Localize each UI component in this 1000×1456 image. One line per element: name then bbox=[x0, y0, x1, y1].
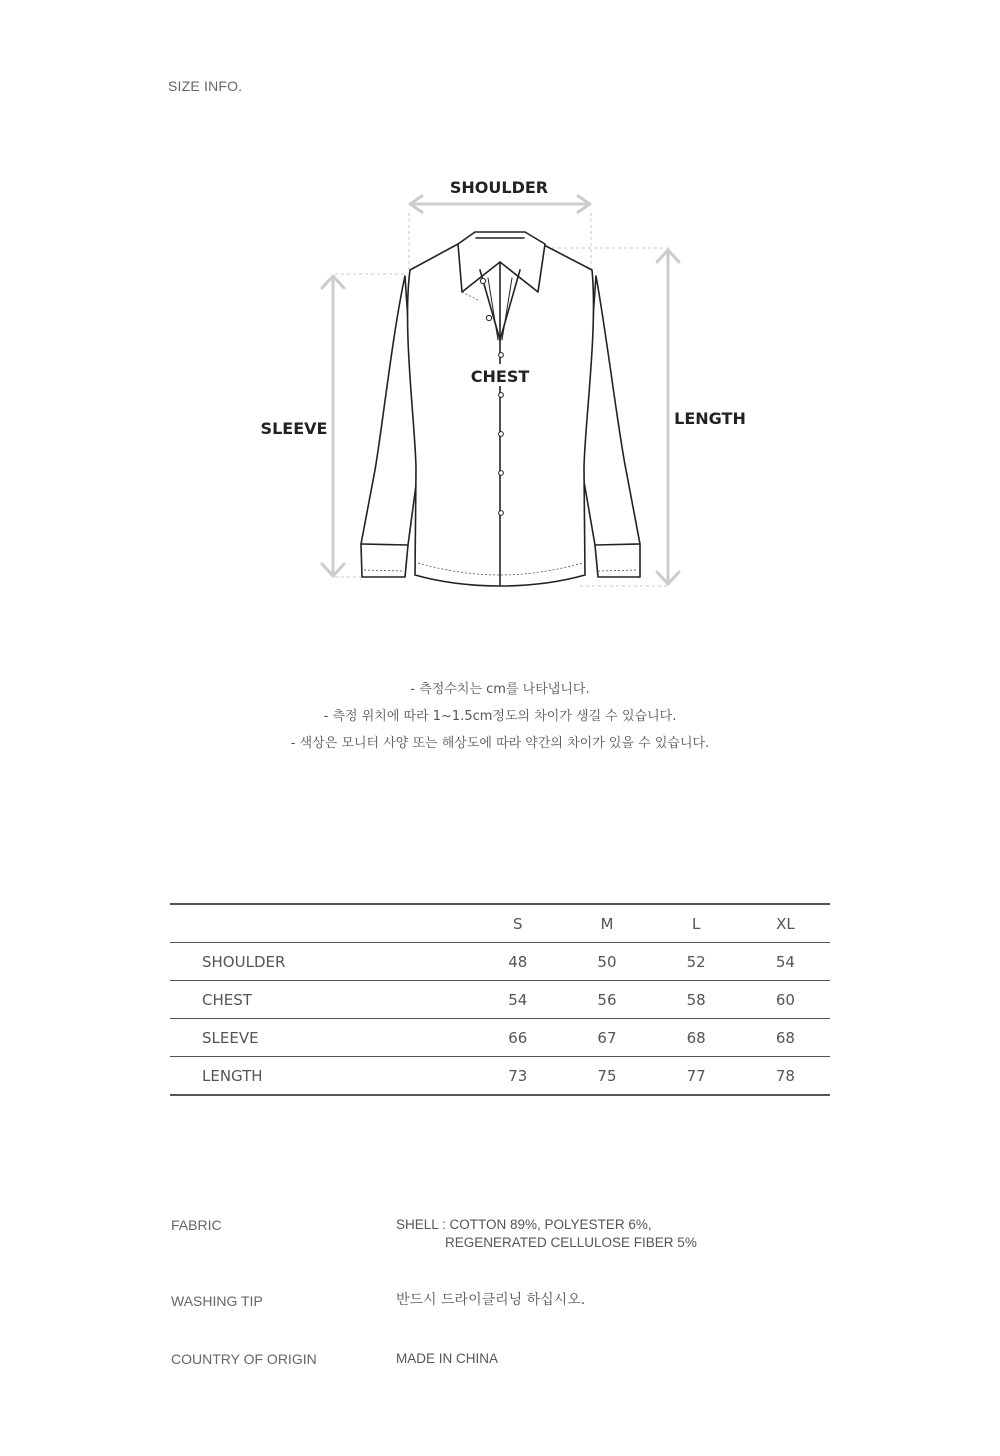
table-header-row bbox=[170, 904, 830, 943]
shirt-size-diagram bbox=[0, 0, 1000, 640]
row-label: SHOULDER bbox=[170, 943, 473, 981]
table-cell: 54 bbox=[473, 981, 562, 1019]
table-cell: 58 bbox=[652, 981, 741, 1019]
table-cell: 67 bbox=[562, 1019, 651, 1057]
table-cell: 68 bbox=[741, 1019, 830, 1057]
table-row bbox=[170, 1019, 830, 1057]
table-header-cell: M bbox=[562, 904, 651, 943]
table-header-cell: S bbox=[473, 904, 562, 943]
table-cell: 73 bbox=[508, 1066, 528, 1085]
table-header-cell: XL bbox=[741, 904, 830, 943]
table-cell: 52 bbox=[652, 943, 741, 981]
table-row bbox=[170, 943, 830, 981]
fabric-line: REGENERATED CELLULOSE FIBER 5% bbox=[445, 1235, 697, 1250]
washing-tip-value: 반드시 드라이클리닝 하십시오. bbox=[396, 1292, 586, 1308]
country-of-origin-value: MADE IN CHINA bbox=[396, 1351, 499, 1366]
fabric-label: FABRIC bbox=[171, 1217, 222, 1233]
table-cell: 54 bbox=[741, 943, 830, 981]
table-cell: 50 bbox=[562, 943, 651, 981]
diagram-label-shoulder: SHOULDER bbox=[449, 178, 549, 197]
country-of-origin-label: COUNTRY OF ORIGIN bbox=[171, 1351, 317, 1367]
table-cell: 75 bbox=[597, 1066, 617, 1085]
section-title: SIZE INFO. bbox=[168, 78, 243, 94]
table-cell: 68 bbox=[652, 1019, 741, 1057]
table-cell: 56 bbox=[562, 981, 651, 1019]
row-label: SLEEVE bbox=[170, 1019, 473, 1057]
table-header-cell: L bbox=[652, 904, 741, 943]
fabric-value bbox=[396, 1216, 697, 1252]
fabric-line: SHELL : COTTON 89%, POLYESTER 6%, bbox=[396, 1217, 652, 1232]
note-line: - 색상은 모니터 사양 또는 해상도에 따라 약간의 차이가 있을 수 있습니다. bbox=[290, 736, 710, 751]
row-label: CHEST bbox=[170, 981, 473, 1019]
table-row bbox=[170, 1057, 830, 1096]
diagram-label-chest: CHEST bbox=[470, 367, 530, 386]
diagram-label-sleeve: SLEEVE bbox=[260, 419, 328, 438]
note-line: - 측정 위치에 따라 1~1.5cm정도의 차이가 생길 수 있습니다. bbox=[323, 709, 677, 724]
measurement-notes bbox=[0, 680, 1000, 761]
table-cell: 48 bbox=[473, 943, 562, 981]
washing-tip-label: WASHING TIP bbox=[171, 1293, 263, 1309]
table-cell: 77 bbox=[686, 1066, 706, 1085]
table-cell: 66 bbox=[473, 1019, 562, 1057]
shoulder-arrow bbox=[410, 196, 590, 212]
shirt-icon bbox=[361, 232, 640, 586]
table-row bbox=[170, 981, 830, 1019]
diagram-label-length: LENGTH bbox=[674, 409, 746, 428]
table-cell: 78 bbox=[775, 1066, 795, 1085]
size-table bbox=[170, 903, 830, 1096]
table-cell: 60 bbox=[741, 981, 830, 1019]
row-label: LENGTH bbox=[202, 1066, 263, 1085]
note-line: - 측정수치는 cm를 나타냅니다. bbox=[410, 682, 590, 697]
table-header-cell bbox=[170, 904, 473, 943]
